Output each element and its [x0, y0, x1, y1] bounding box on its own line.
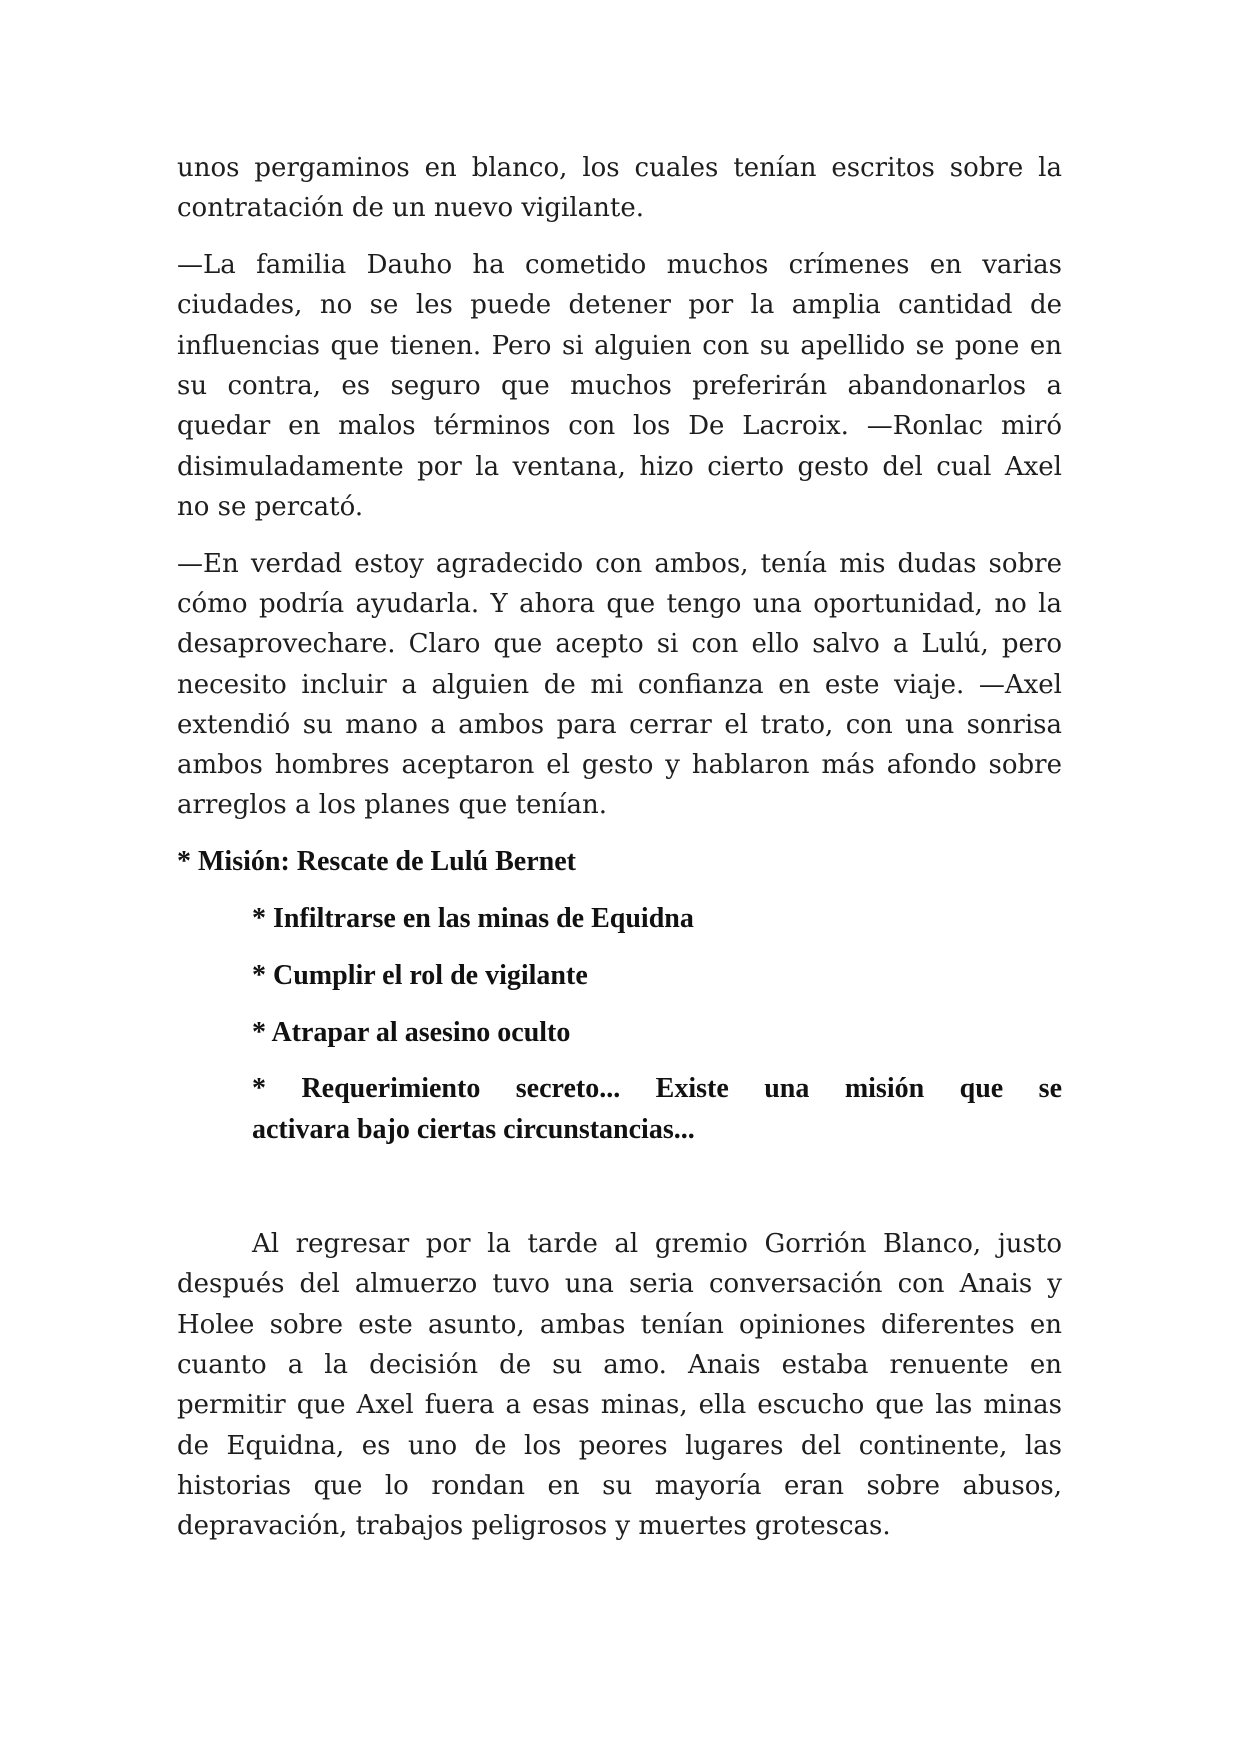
- text-line: arreglos a los planes que tenían.: [177, 790, 607, 821]
- paragraph: [177, 544, 1062, 826]
- text-line: depravación, trabajos peligrosos y muertes grotescas.: [177, 1511, 891, 1542]
- text-line: ciudades, no se les puede detener por la amplia cantidad de: [177, 290, 1062, 321]
- text-line: Holee sobre este asunto, ambas tenían opiniones diferentes en: [177, 1309, 1062, 1340]
- paragraph: [177, 1224, 1062, 1546]
- text-line: cuanto a la decisión de su amo. Anais estaba renuente en: [177, 1349, 1062, 1380]
- paragraph: [177, 245, 1062, 527]
- text-line: de Equidna, es uno de los peores lugares del continente, las: [177, 1430, 1062, 1461]
- text-line: necesito incluir a alguien de mi confianza en este viaje. —Axel: [177, 669, 1062, 700]
- mission-list: [177, 842, 1062, 1150]
- text-line: * Requerimiento secreto... Existe una misión que se: [252, 1073, 1062, 1105]
- mission-title: * Misión: Rescate de Lulú Bernet: [177, 846, 576, 878]
- mission-objective: * Cumplir el rol de vigilante: [252, 959, 588, 991]
- text-line: disimuladamente por la ventana, hizo cierto gesto del cual Axel: [177, 451, 1062, 482]
- text-line: permitir que Axel fuera a esas minas, ella escucho que las minas: [177, 1390, 1062, 1421]
- text-line: contratación de un nuevo vigilante.: [177, 193, 644, 224]
- text-line: influencias que tienen. Pero si alguien con su apellido se pone en: [177, 330, 1062, 361]
- secret-requirement: [177, 1069, 1062, 1150]
- text-line: después del almuerzo tuvo una seria conversación con Anais y: [177, 1269, 1062, 1300]
- text-line: desaprovechare. Claro que acepto si con ello salvo a Lulú, pero: [177, 629, 1062, 660]
- paragraph: [177, 148, 1062, 229]
- mission-objective: * Infiltrarse en las minas de Equidna: [252, 903, 694, 935]
- text-line: —La familia Dauho ha cometido muchos crímenes en varias: [177, 250, 1062, 281]
- mission-objective: * Atrapar al asesino oculto: [252, 1016, 571, 1048]
- text-line: Al regresar por la tarde al gremio Gorrión Blanco, justo: [252, 1229, 1062, 1260]
- text-line: no se percató.: [177, 491, 364, 522]
- text-line: historias que lo rondan en su mayoría eran sobre abusos,: [177, 1470, 1062, 1501]
- text-line: extendió su mano a ambos para cerrar el trato, con una sonrisa: [177, 709, 1062, 740]
- text-line: quedar en malos términos con los De Lacroix. —Ronlac miró: [177, 411, 1062, 442]
- text-line: —En verdad estoy agradecido con ambos, tenía mis dudas sobre: [177, 548, 1062, 579]
- text-line: ambos hombres aceptaron el gesto y hablaron más afondo sobre: [177, 750, 1062, 781]
- text-line: activara bajo ciertas circunstancias...: [252, 1113, 695, 1145]
- document-page: [177, 148, 1062, 1563]
- text-line: unos pergaminos en blanco, los cuales tenían escritos sobre la: [177, 153, 1062, 183]
- text-line: cómo podría ayudarla. Y ahora que tengo una oportunidad, no la: [177, 588, 1062, 619]
- text-line: su contra, es seguro que muchos preferirán abandonarlos a: [177, 370, 1062, 401]
